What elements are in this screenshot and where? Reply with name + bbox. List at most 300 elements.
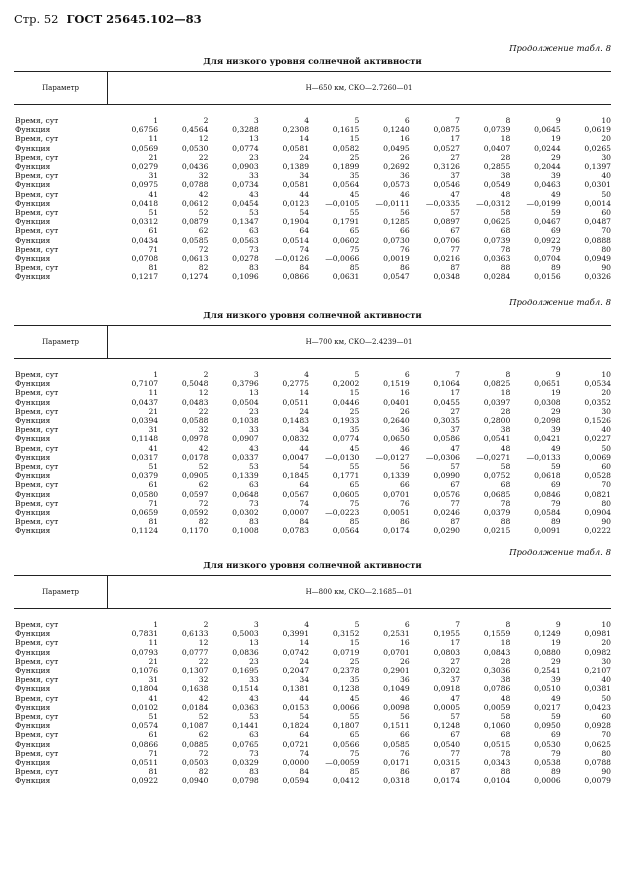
table-cell: 0,0079 — [584, 776, 611, 786]
table-cell: 0,1824 — [282, 721, 310, 731]
table-cell: 0,0381 — [584, 684, 611, 694]
table-cell: 0,0922 — [131, 776, 159, 786]
table-cell: 53 — [249, 208, 259, 218]
table-cell: 74 — [299, 498, 309, 508]
table-cell: 60 — [601, 208, 611, 218]
table-cell: 0,2378 — [332, 666, 360, 676]
table-cell: 0,1060 — [483, 721, 511, 731]
table-cell: 0,0918 — [433, 684, 461, 694]
table-cell: 40 — [601, 171, 611, 181]
table-cell: 0,1397 — [584, 162, 611, 172]
row-label: Функция — [15, 397, 51, 407]
table-cell: 79 — [550, 498, 561, 508]
table-cell: 0,0793 — [131, 647, 159, 657]
table-cell: 39 — [550, 675, 561, 685]
table-cell: 0,0098 — [383, 702, 410, 712]
table-cell: 71 — [148, 244, 159, 254]
table-cell: 75 — [349, 244, 360, 254]
table-cell: 0,0284 — [483, 272, 511, 282]
table-cell: 6 — [404, 620, 410, 629]
table-cell: 78 — [500, 244, 511, 254]
table-cell: 29 — [550, 406, 561, 416]
table-cell: 61 — [148, 226, 159, 236]
table-cell: 45 — [349, 443, 360, 453]
table-cell: 38 — [500, 171, 511, 181]
table-cell: 69 — [550, 730, 561, 740]
table-cell: 50 — [601, 443, 611, 453]
table-cell: 27 — [450, 152, 461, 162]
table-cell: 81 — [148, 767, 159, 777]
table-cell: 0,1339 — [383, 471, 410, 481]
table-cell: —0,0111 — [375, 198, 410, 208]
table-cell: 72 — [198, 244, 209, 254]
table-cell: 0,0580 — [131, 489, 159, 499]
table-cell: 3 — [253, 620, 259, 629]
table-cell: 0,0765 — [232, 739, 259, 749]
table-cell: 19 — [550, 388, 561, 398]
table-cell: 78 — [500, 498, 511, 508]
table-cell: 0,1804 — [131, 684, 159, 694]
table-cell: 8 — [505, 116, 511, 125]
table-cell: 0,0585 — [383, 739, 410, 749]
table-cell: 87 — [450, 517, 460, 527]
table-cell: 23 — [249, 152, 259, 162]
table-cell: 0,0625 — [584, 739, 611, 749]
table-cell: 58 — [500, 712, 511, 722]
table-cell: 31 — [148, 425, 159, 435]
table-cell: 0,2775 — [282, 379, 309, 389]
table-row — [14, 171, 611, 180]
table-cell: 1 — [153, 370, 159, 379]
table-cell: 89 — [550, 767, 561, 777]
table-cell: 0,0875 — [433, 125, 461, 135]
table-cell: 0,1559 — [483, 629, 511, 639]
table-cell: 0,0990 — [433, 471, 460, 481]
table-cell: 0,0487 — [584, 217, 611, 227]
table-row — [14, 272, 611, 281]
table-cell: 0,0227 — [584, 434, 611, 444]
table-cell: 80 — [601, 748, 611, 758]
table-cell: 86 — [400, 263, 410, 273]
table-cell: 0,1904 — [282, 217, 310, 227]
table-row — [14, 730, 611, 739]
table-cell: 0,0940 — [181, 776, 209, 786]
table-cell: 0,0343 — [483, 758, 511, 768]
table-cell: 0,0394 — [131, 416, 159, 426]
table-cell: 0,3288 — [232, 125, 259, 135]
table-cell: 72 — [198, 498, 209, 508]
table-cell: 9 — [555, 370, 561, 379]
table-cell: 27 — [450, 656, 461, 666]
table-cell: 0,0527 — [433, 143, 461, 153]
table-cell: 52 — [198, 712, 209, 722]
table-row — [14, 620, 611, 629]
row-label: Время, сут — [15, 406, 59, 416]
table-cell: 0,0742 — [282, 647, 310, 657]
table-cell: 0,0051 — [383, 508, 410, 518]
table-cell: 0,6756 — [131, 125, 159, 135]
table-cell: 57 — [450, 462, 460, 472]
table-cell: 57 — [450, 712, 461, 722]
table-cell: 0,0866 — [282, 272, 310, 282]
table-cell: 22 — [198, 152, 209, 162]
table-cell: 90 — [601, 767, 611, 777]
table-cell: 0,1955 — [433, 629, 461, 639]
table-cell: 0,0407 — [483, 143, 511, 153]
row-label: Время, сут — [15, 620, 59, 629]
table-cell: 0,0418 — [131, 198, 159, 208]
table-row — [14, 153, 611, 162]
table-cell: 0,0612 — [181, 198, 209, 208]
table-cell: 17 — [450, 134, 461, 144]
table-cell: 0,1096 — [232, 272, 259, 282]
table-cell: 27 — [450, 406, 460, 416]
row-label: Время, сут — [15, 517, 59, 527]
table-cell: 18 — [500, 134, 511, 144]
table-cell: 0,0463 — [534, 180, 561, 190]
table-cell: 77 — [450, 498, 460, 508]
table-cell: 85 — [349, 263, 360, 273]
table-cell: 0,0708 — [131, 254, 159, 264]
table-cell: 66 — [400, 730, 410, 740]
table-row — [14, 749, 611, 758]
row-label: Функция — [15, 684, 51, 694]
table-cell: 61 — [148, 730, 159, 740]
table-cell: 0,0567 — [282, 489, 309, 499]
table-cell: 0,2002 — [332, 379, 360, 389]
table-row — [14, 517, 611, 526]
data-table — [14, 620, 611, 786]
table-cell: 62 — [198, 226, 209, 236]
row-label: Функция — [15, 647, 51, 657]
table-cell: 77 — [450, 748, 461, 758]
table-cell: 0,0222 — [584, 526, 611, 536]
table-cell: 75 — [349, 498, 360, 508]
table-cell: 12 — [198, 638, 209, 648]
table-cell: 0,0278 — [232, 254, 259, 264]
table-cell: 23 — [249, 406, 259, 416]
table-cell: 0,0605 — [332, 489, 360, 499]
table-cell: 37 — [450, 171, 461, 181]
table-cell: 0,0317 — [131, 452, 159, 462]
table-cell: 0,1087 — [181, 721, 209, 731]
table-cell: 0,0091 — [534, 526, 561, 536]
table-row — [14, 134, 611, 143]
table-cell: 54 — [299, 712, 310, 722]
table-row — [14, 684, 611, 693]
table-cell: 82 — [198, 767, 209, 777]
table-cell: 0,0337 — [232, 452, 259, 462]
table-row — [14, 254, 611, 263]
table-cell: 0,0774 — [232, 143, 259, 153]
row-label: Функция — [15, 379, 51, 389]
table-cell: 46 — [399, 443, 410, 453]
table-cell: 20 — [601, 638, 611, 648]
table-cell: 0,1638 — [181, 684, 209, 694]
row-label: Функция — [15, 526, 51, 536]
table-cell: 7 — [455, 620, 461, 629]
table-row — [14, 370, 611, 379]
table-cell: 0,0312 — [131, 217, 159, 227]
table-cell: 0,0905 — [181, 471, 209, 481]
table-cell: 58 — [500, 208, 511, 218]
table-cell: 35 — [349, 675, 360, 685]
table-cell: 0,0436 — [181, 162, 209, 172]
table-cell: 0,0216 — [433, 254, 461, 264]
table-cell: 37 — [450, 675, 461, 685]
table-cell: 0,0215 — [483, 526, 511, 536]
table-cell: 90 — [601, 263, 611, 273]
table-cell: 0,4564 — [181, 125, 209, 135]
table-cell: 0,0534 — [584, 379, 611, 389]
table-cell: 0,2692 — [383, 162, 410, 172]
table-cell: 0,0734 — [232, 180, 259, 190]
continuation-note: Продолжение табл. 8 — [509, 44, 611, 54]
table-cell: 0,0803 — [433, 647, 461, 657]
table-cell: 9 — [555, 116, 561, 125]
table-cell: 32 — [198, 425, 209, 435]
table-cell: 0,0363 — [232, 702, 259, 712]
table-cell: 0,3126 — [433, 162, 461, 172]
table-cell: 0,0928 — [584, 721, 611, 731]
table-cell: 0,0446 — [332, 397, 360, 407]
table-cell: 13 — [249, 638, 259, 648]
table-header — [14, 575, 611, 609]
table-cell: 10 — [601, 620, 611, 629]
table-cell: 0,0437 — [131, 397, 159, 407]
table-row — [14, 453, 611, 462]
table-cell: 0,0421 — [534, 434, 561, 444]
table-cell: 39 — [550, 425, 561, 435]
table-cell: 0,1519 — [383, 379, 410, 389]
table-cell: 56 — [400, 208, 410, 218]
table-cell: 0,1038 — [232, 416, 259, 426]
table-cell: 0,0685 — [483, 489, 511, 499]
table-row — [14, 162, 611, 171]
table-cell: 0,0069 — [584, 452, 611, 462]
table-cell: 16 — [399, 388, 410, 398]
table-cell: 72 — [198, 748, 209, 758]
table-cell: 0,0434 — [131, 235, 159, 245]
table-cell: 0,1899 — [332, 162, 360, 172]
table-cell: —0,0271 — [476, 452, 511, 462]
table-row — [14, 490, 611, 499]
table-cell: 0,1526 — [584, 416, 611, 426]
table-cell: 0,0301 — [584, 180, 611, 190]
table-cell: 0,0602 — [332, 235, 360, 245]
table-cell: 0,0401 — [383, 397, 410, 407]
table-cell: 0,2107 — [584, 666, 611, 676]
table-cell: 2 — [203, 370, 209, 379]
table-cell: 46 — [400, 693, 410, 703]
table-cell: 6 — [404, 116, 410, 125]
table-cell: 0,0530 — [181, 143, 209, 153]
table-cell: 25 — [349, 406, 360, 416]
table-cell: 48 — [500, 443, 511, 453]
table-cell: 76 — [400, 244, 410, 254]
row-label: Время, сут — [15, 748, 59, 758]
table-cell: 24 — [299, 152, 310, 162]
table-cell: 13 — [249, 388, 259, 398]
row-label: Время, сут — [15, 134, 59, 144]
table-row — [14, 694, 611, 703]
row-label: Функция — [15, 180, 51, 190]
table-cell: 24 — [299, 656, 310, 666]
table-cell: 0,0922 — [534, 235, 561, 245]
table-row — [14, 398, 611, 407]
table-cell: 20 — [601, 388, 611, 398]
table-cell: 89 — [550, 517, 561, 527]
table-cell: 84 — [299, 263, 310, 273]
table-cell: 0,0594 — [282, 776, 310, 786]
table-cell: 25 — [349, 656, 360, 666]
table-cell: 73 — [249, 498, 259, 508]
table-cell: 63 — [249, 730, 259, 740]
table-cell: 88 — [500, 517, 511, 527]
table-cell: 67 — [450, 730, 461, 740]
table-cell: 0,0592 — [181, 508, 209, 518]
table-row — [14, 379, 611, 388]
row-label: Время, сут — [15, 480, 59, 490]
table-cell: 23 — [249, 656, 259, 666]
table-cell: 0,0483 — [181, 397, 209, 407]
table-cell: 0,0363 — [483, 254, 511, 264]
row-label: Время, сут — [15, 730, 59, 740]
table-cell: 65 — [349, 226, 360, 236]
table-cell: 0,3796 — [232, 379, 259, 389]
row-label: Время, сут — [15, 388, 59, 398]
param-header: Параметр — [14, 326, 108, 358]
table-cell: 32 — [198, 675, 209, 685]
table-cell: 50 — [601, 189, 611, 199]
table-cell: 0,0156 — [534, 272, 561, 282]
table-cell: 0,1514 — [232, 684, 259, 694]
table-row — [14, 499, 611, 508]
table-cell: 0,0619 — [584, 125, 611, 135]
row-label: Время, сут — [15, 712, 59, 722]
table-cell: 0,0786 — [483, 684, 511, 694]
table-cell: 80 — [601, 244, 611, 254]
table-row — [14, 480, 611, 489]
row-label: Время, сут — [15, 767, 59, 777]
table-cell: 0,0171 — [383, 758, 410, 768]
table-row — [14, 638, 611, 647]
table-cell: 0,0102 — [131, 702, 159, 712]
table-cell: 57 — [450, 208, 461, 218]
table-cell: 0,3152 — [332, 629, 360, 639]
table-cell: 60 — [601, 462, 611, 472]
table-cell: 22 — [198, 656, 209, 666]
table-cell: 0,0866 — [131, 739, 159, 749]
table-cell: 0,0586 — [433, 434, 460, 444]
table-cell: 0,1483 — [282, 416, 309, 426]
table-cell: 8 — [505, 370, 511, 379]
table-row — [14, 666, 611, 675]
table-cell: 11 — [148, 388, 159, 398]
table-cell: 30 — [601, 152, 611, 162]
table-cell: 15 — [349, 134, 360, 144]
table-cell: 0,0648 — [232, 489, 259, 499]
row-label: Время, сут — [15, 638, 59, 648]
table-section-800 — [14, 548, 611, 786]
table-cell: 0,0843 — [483, 647, 511, 657]
table-cell: 0,0515 — [483, 739, 511, 749]
table-cell: 58 — [500, 462, 511, 472]
table-cell: 59 — [550, 462, 561, 472]
table-cell: 0,0981 — [584, 629, 611, 639]
table-cell: 0,0846 — [534, 489, 561, 499]
table-cell: 0,1339 — [232, 471, 259, 481]
row-label: Время, сут — [15, 498, 59, 508]
table-row — [14, 703, 611, 712]
table-cell: 39 — [551, 171, 561, 181]
table-cell: 0,2855 — [483, 162, 511, 172]
row-label: Время, сут — [15, 675, 59, 685]
table-cell: 79 — [551, 244, 561, 254]
table-cell: 0,0511 — [131, 758, 159, 768]
table-cell: 0,0704 — [534, 254, 561, 264]
table-cell: 9 — [555, 620, 561, 629]
table-cell: 0,0302 — [232, 508, 259, 518]
table-cell: 0,0178 — [181, 452, 209, 462]
table-cell: —0,0126 — [274, 254, 310, 264]
table-cell: 13 — [249, 134, 259, 144]
table-label: H—700 км, СКО—2.4239—01 — [305, 338, 413, 346]
continuation-note: Продолжение табл. 8 — [509, 548, 611, 558]
table-cell: 48 — [500, 189, 511, 199]
table-cell: 43 — [249, 693, 259, 703]
table-row — [14, 226, 611, 235]
table-section-700 — [14, 298, 611, 536]
table-cell: —0,0059 — [325, 758, 360, 768]
table-cell: 0,0104 — [483, 776, 511, 786]
table-cell: 60 — [601, 712, 611, 722]
table-cell: 0,0379 — [483, 508, 511, 518]
table-cell: 0,0290 — [433, 526, 460, 536]
table-cell: 33 — [249, 171, 259, 181]
table-cell: 5 — [354, 370, 360, 379]
table-cell: 79 — [550, 748, 561, 758]
table-cell: 0,0569 — [131, 143, 159, 153]
row-label: Функция — [15, 666, 51, 676]
table-cell: 32 — [198, 171, 209, 181]
table-cell: 0,3991 — [282, 629, 310, 639]
table-cell: 5 — [354, 116, 360, 125]
table-row — [14, 125, 611, 134]
table-cell: 0,0564 — [332, 526, 360, 536]
table-cell: 0,0581 — [282, 143, 310, 153]
table-cell: 22 — [198, 406, 209, 416]
table-cell: 35 — [349, 171, 360, 181]
table-cell: —0,0105 — [325, 198, 360, 208]
table-cell: 62 — [198, 730, 209, 740]
table-cell: 0,0821 — [584, 489, 611, 499]
table-cell: 85 — [349, 517, 360, 527]
row-label: Функция — [15, 254, 51, 264]
table-row — [14, 116, 611, 125]
table-cell: 0,0880 — [534, 647, 561, 657]
table-cell: 0,0825 — [483, 379, 511, 389]
table-cell: 0,0348 — [433, 272, 461, 282]
table-cell: —0,0223 — [325, 508, 360, 518]
table-cell: 0,0739 — [483, 235, 511, 245]
table-cell: 0,0582 — [332, 143, 360, 153]
table-cell: 0,0014 — [584, 198, 611, 208]
row-label: Функция — [15, 629, 51, 639]
table-cell: 25 — [349, 152, 360, 162]
table-cell: 42 — [198, 693, 209, 703]
table-cell: 66 — [400, 226, 410, 236]
